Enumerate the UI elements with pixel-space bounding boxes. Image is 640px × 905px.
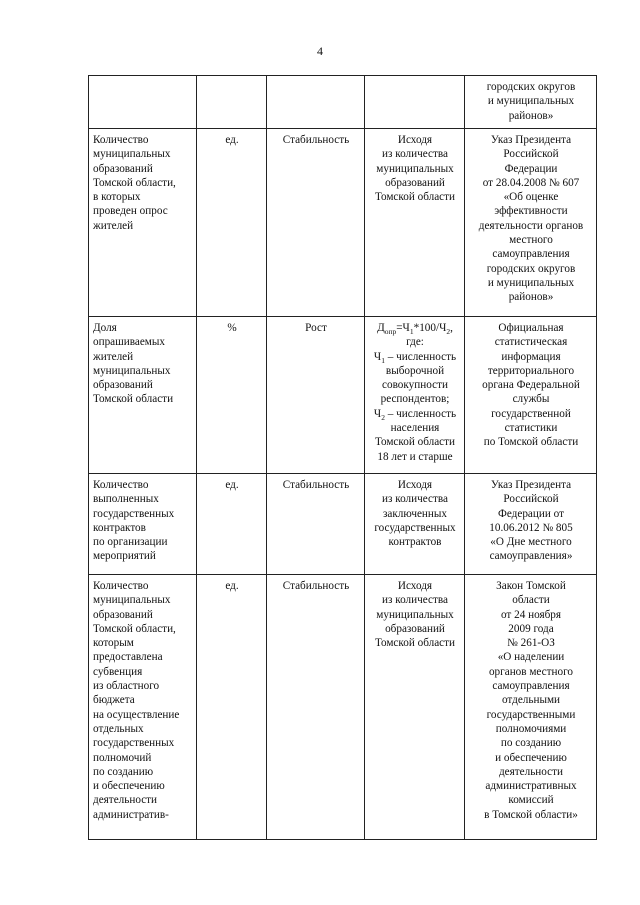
- trend-cell: Стабильность: [267, 129, 365, 317]
- indicator-name-cell: Количество муниципальных образований Томской области, которым предоставлена субвенция из областного бюджета на осуществление отдельных государственных полномочий по созданию и обеспечению деятельности административ-: [89, 575, 197, 840]
- unit-cell: %: [197, 317, 267, 474]
- method-cell: Исходя из количества заключенных государственных контрактов: [365, 474, 465, 575]
- unit-cell: ед.: [197, 474, 267, 575]
- unit-cell: ед.: [197, 575, 267, 840]
- table-row: [89, 575, 597, 840]
- table-row: [89, 474, 597, 575]
- indicator-name-cell: Доля опрашиваемых жителей муниципальных образований Томской области: [89, 317, 197, 474]
- formula-text: , где:: [406, 322, 453, 349]
- source-cell: Закон Томской области от 24 ноября 2009 года № 261-ОЗ «О наделении органов местного самоуправления отдельными государственными полномочиями по созданию и обеспечению деятельности административных комиссий в Томской области»: [465, 575, 597, 840]
- formula-subscript: 1: [381, 355, 385, 365]
- page-number: 4: [317, 44, 323, 58]
- method-cell: Исходя из количества муниципальных образований Томской области: [365, 575, 465, 840]
- indicator-name-cell: Количество выполненных государственных контрактов по организации мероприятий: [89, 474, 197, 575]
- unit-cell: ед.: [197, 129, 267, 317]
- table-row: [89, 317, 597, 474]
- formula-symbol: Д: [377, 322, 385, 334]
- formula-cell: [365, 317, 465, 474]
- table-row: [89, 129, 597, 317]
- trend-cell: Стабильность: [267, 474, 365, 575]
- formula-text: =Ч: [396, 322, 410, 334]
- trend-cell: [267, 76, 365, 129]
- trend-cell: Стабильность: [267, 575, 365, 840]
- formula-symbol: Ч: [373, 350, 382, 363]
- source-cell: Указ Президента Российской Федерации от 28.04.2008 № 607 «Об оценке эффективности деятельности органов местного самоуправления городских округов и муниципальных районов»: [465, 129, 597, 317]
- trend-cell: Рост: [267, 317, 365, 474]
- formula-definition: – численность выборочной совокупности респондентов;: [380, 350, 457, 406]
- formula-definition: – численность населения Томской области 18 лет и старше: [374, 407, 457, 463]
- unit-cell: [197, 76, 267, 129]
- indicator-name-cell: [89, 76, 197, 129]
- formula-subscript: 2: [446, 327, 451, 337]
- indicators-table: [88, 75, 597, 840]
- formula-text: *100/Ч: [413, 322, 447, 334]
- formula-subscript: опр: [384, 327, 397, 337]
- method-cell: Исходя из количества муниципальных образований Томской области: [365, 129, 465, 317]
- formula-symbol: Ч: [373, 407, 382, 420]
- source-cell: Указ Президента Российской Федерации от 10.06.2012 № 805 «О Дне местного самоуправления»: [465, 474, 597, 575]
- formula-subscript: 1: [409, 327, 414, 337]
- table-row: [89, 76, 597, 129]
- method-cell: [365, 76, 465, 129]
- source-cell: городских округов и муниципальных районов»: [465, 76, 597, 129]
- indicator-name-cell: Количество муниципальных образований Томской области, в которых проведен опрос жителей: [89, 129, 197, 317]
- formula-subscript: 2: [381, 413, 385, 423]
- source-cell: Официальная статистическая информация территориального органа Федеральной службы государственной статистики по Томской области: [465, 317, 597, 474]
